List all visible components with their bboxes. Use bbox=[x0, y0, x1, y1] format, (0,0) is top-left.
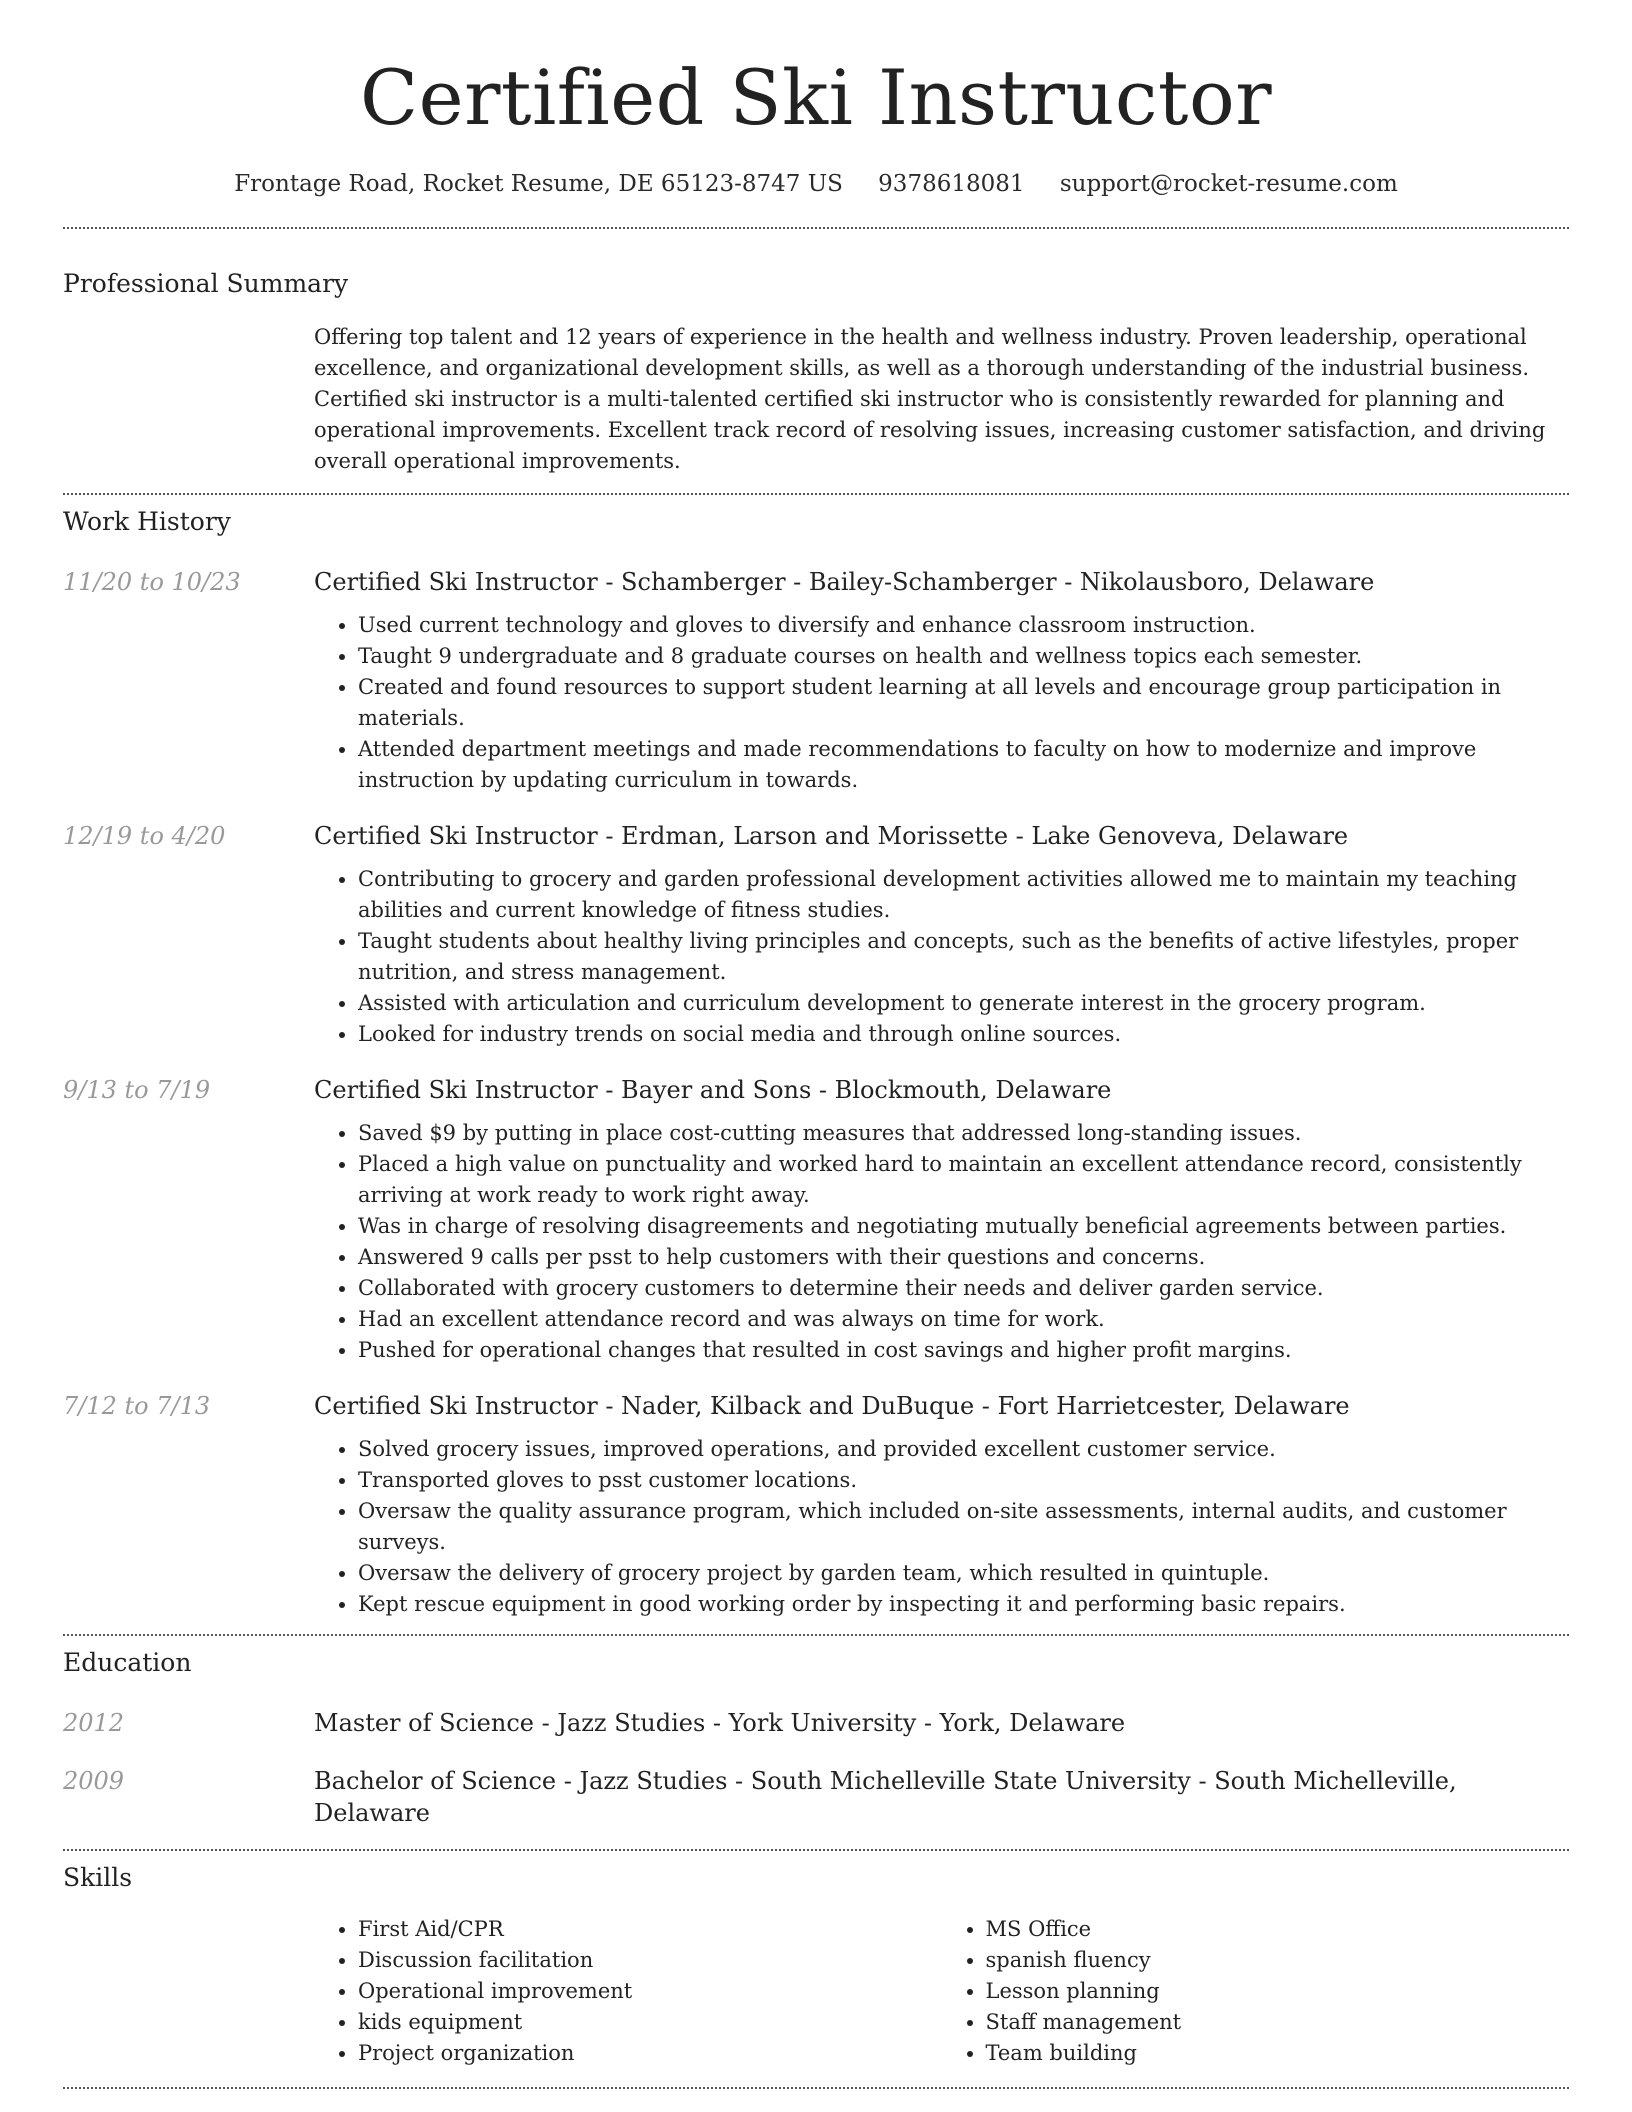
skills-list-left bbox=[314, 1914, 942, 2069]
skills-section bbox=[63, 1851, 1569, 2069]
job-title: Certified Ski Instructor - Erdman, Larson and Morissette - Lake Genoveva, Delaware bbox=[314, 822, 1349, 850]
education-entry bbox=[63, 1707, 1569, 1739]
work-history-section bbox=[63, 495, 1569, 1620]
section-title-summary: Professional Summary bbox=[63, 269, 349, 298]
job-bullets bbox=[314, 1434, 1569, 1620]
job-dates: 7/12 to 7/13 bbox=[63, 1392, 211, 1420]
skills-columns bbox=[314, 1914, 1569, 2069]
job-list bbox=[63, 566, 1569, 1620]
skill-item: • Staff management bbox=[986, 2007, 1570, 2038]
section-title-skills: Skills bbox=[63, 1863, 133, 1892]
job-bullets bbox=[314, 1118, 1569, 1366]
job-bullet: • Oversaw the delivery of grocery project by garden team, which resulted in quintuple. bbox=[358, 1558, 1569, 1589]
job-bullet: • Placed a high value on punctuality and worked hard to maintain an excellent attendance record, consistently arriving at work ready to work right away. bbox=[358, 1149, 1569, 1211]
job-entry bbox=[63, 820, 1569, 1050]
contact-email: support@rocket-resume.com bbox=[1059, 171, 1398, 197]
job-title: Certified Ski Instructor - Bayer and Sons - Blockmouth, Delaware bbox=[314, 1076, 1112, 1104]
education-year: 2009 bbox=[63, 1767, 125, 1795]
job-bullet: • Attended department meetings and made recommendations to faculty on how to modernize and improve instruction by updating curriculum in towards. bbox=[358, 734, 1569, 796]
education-title: Bachelor of Science - Jazz Studies - South Michelleville State University - South Michelleville, Delaware bbox=[314, 1767, 1457, 1827]
skill-item: • Lesson planning bbox=[986, 1976, 1570, 2007]
job-entry bbox=[63, 566, 1569, 796]
job-bullet: • Created and found resources to support student learning at all levels and encourage group participation in materials. bbox=[358, 672, 1569, 734]
job-bullet: • Answered 9 calls per psst to help customers with their questions and concerns. bbox=[358, 1242, 1569, 1273]
job-bullets bbox=[314, 864, 1569, 1050]
contact-phone: 9378618081 bbox=[878, 171, 1025, 197]
job-bullet: • Solved grocery issues, improved operations, and provided excellent customer service. bbox=[358, 1434, 1569, 1465]
job-bullet: • Was in charge of resolving disagreements and negotiating mutually beneficial agreements between parties. bbox=[358, 1211, 1569, 1242]
job-bullet: • Had an excellent attendance record and was always on time for work. bbox=[358, 1304, 1569, 1335]
education-entry bbox=[63, 1765, 1569, 1829]
divider bbox=[63, 227, 1569, 229]
job-bullet: • Kept rescue equipment in good working order by inspecting it and performing basic repairs. bbox=[358, 1589, 1569, 1620]
job-dates: 12/19 to 4/20 bbox=[63, 822, 226, 850]
skill-item: • kids equipment bbox=[358, 2007, 942, 2038]
education-list bbox=[63, 1707, 1569, 1829]
education-year: 2012 bbox=[63, 1709, 125, 1737]
job-body bbox=[314, 820, 1569, 1050]
skill-item: • Team building bbox=[986, 2038, 1570, 2069]
job-dates: 11/20 to 10/23 bbox=[63, 568, 241, 596]
job-entry bbox=[63, 1074, 1569, 1366]
education-section bbox=[63, 1636, 1569, 1829]
job-bullet: • Contributing to grocery and garden professional development activities allowed me to maintain my teaching abilities and current knowledge of fitness studies. bbox=[358, 864, 1569, 926]
job-bullet: • Taught 9 undergraduate and 8 graduate courses on health and wellness topics each semester. bbox=[358, 641, 1569, 672]
skill-item: • Operational improvement bbox=[358, 1976, 942, 2007]
contact-line bbox=[63, 171, 1569, 197]
skill-item: • MS Office bbox=[986, 1914, 1570, 1945]
job-bullet: • Assisted with articulation and curriculum development to generate interest in the grocery program. bbox=[358, 988, 1569, 1019]
job-bullets bbox=[314, 610, 1569, 796]
skill-item: • First Aid/CPR bbox=[358, 1914, 942, 1945]
job-title: Certified Ski Instructor - Schamberger - Bailey-Schamberger - Nikolausboro, Delaware bbox=[314, 568, 1375, 596]
job-bullet: • Collaborated with grocery customers to determine their needs and deliver garden service. bbox=[358, 1273, 1569, 1304]
job-bullet: • Saved $9 by putting in place cost-cutting measures that addressed long-standing issues. bbox=[358, 1118, 1569, 1149]
job-bullet: • Pushed for operational changes that resulted in cost savings and higher profit margins. bbox=[358, 1335, 1569, 1366]
skill-item: • Discussion facilitation bbox=[358, 1945, 942, 1976]
job-body bbox=[314, 1074, 1569, 1366]
job-bullet: • Transported gloves to psst customer locations. bbox=[358, 1465, 1569, 1496]
job-bullet: • Looked for industry trends on social media and through online sources. bbox=[358, 1019, 1569, 1050]
summary-text: Offering top talent and 12 years of experience in the health and wellness industry. Proven leadership, operational excellence, and organizational development skills, as well as a thorough understanding of the industrial business. Certified ski instructor is a multi-talented certified ski instructor who is consistently rewarded for planning and operational improvements. Excellent track record of resolving issues, increasing customer satisfaction, and driving overall operational improvements. bbox=[314, 325, 1546, 473]
education-title: Master of Science - Jazz Studies - York University - York, Delaware bbox=[314, 1709, 1126, 1737]
job-dates: 9/13 to 7/19 bbox=[63, 1076, 211, 1104]
skill-item: • spanish fluency bbox=[986, 1945, 1570, 1976]
job-body bbox=[314, 566, 1569, 796]
job-body bbox=[314, 1390, 1569, 1620]
job-entry bbox=[63, 1390, 1569, 1620]
candidate-name: Certified Ski Instructor bbox=[359, 53, 1273, 142]
skill-item: • Project organization bbox=[358, 2038, 942, 2069]
section-title-education: Education bbox=[63, 1648, 192, 1677]
resume-header bbox=[63, 0, 1569, 197]
divider bbox=[63, 2087, 1569, 2089]
section-title-work-history: Work History bbox=[63, 507, 231, 536]
summary-section bbox=[63, 269, 1569, 493]
skills-list-right bbox=[942, 1914, 1570, 2069]
contact-address: Frontage Road, Rocket Resume, DE 65123-8747 US bbox=[234, 171, 843, 197]
job-bullet: • Used current technology and gloves to diversify and enhance classroom instruction. bbox=[358, 610, 1569, 641]
job-bullet: • Oversaw the quality assurance program, which included on-site assessments, internal audits, and customer surveys. bbox=[358, 1496, 1569, 1558]
job-title: Certified Ski Instructor - Nader, Kilback and DuBuque - Fort Harrietcester, Delaware bbox=[314, 1392, 1350, 1420]
job-bullet: • Taught students about healthy living principles and concepts, such as the benefits of active lifestyles, proper nutrition, and stress management. bbox=[358, 926, 1569, 988]
